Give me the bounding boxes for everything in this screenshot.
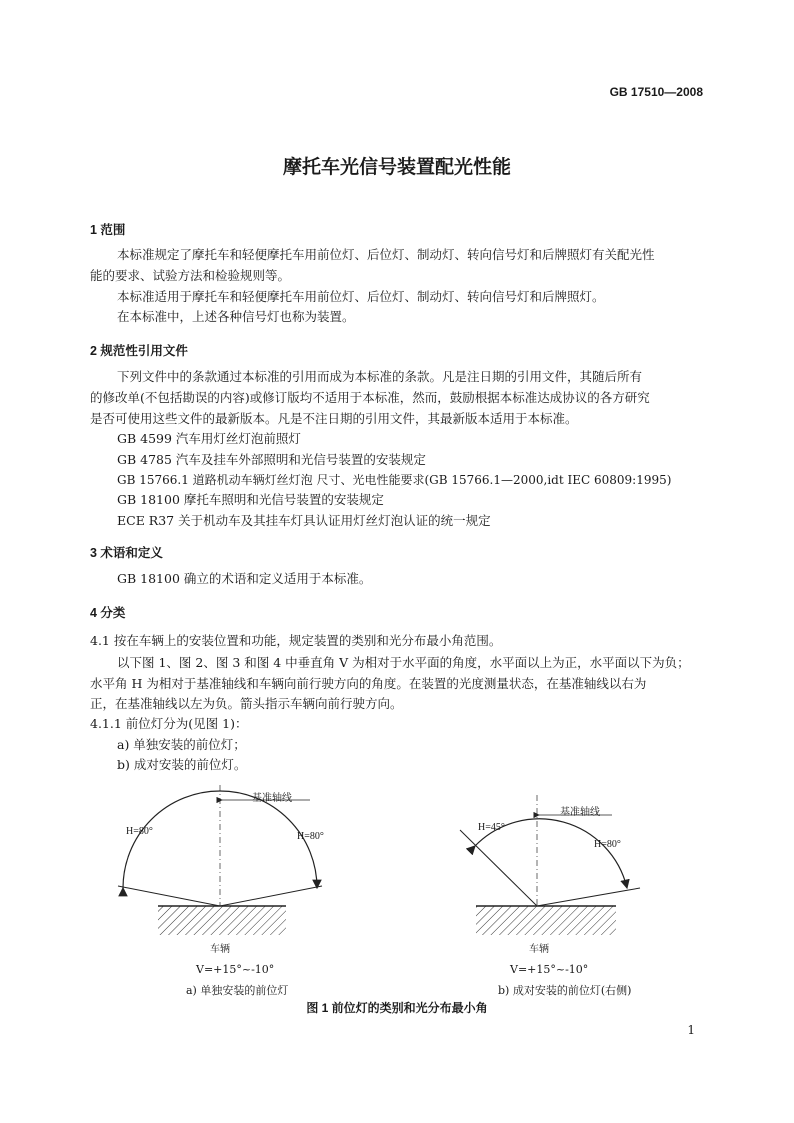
right-vehicle-label: 车辆 [529, 944, 549, 955]
reference-gb4785: GB 4785 汽车及挂车外部照明和光信号装置的安装规定 [117, 452, 426, 467]
page-number: 1 [687, 1023, 695, 1037]
right-v-range: V=+15°~-10° [510, 963, 589, 976]
document-title: 摩托车光信号装置配光性能 [282, 157, 511, 178]
clause-4-1-1: 4.1.1 前位灯分为(见图 1)： [90, 716, 248, 731]
section-2-para-line-3: 是否可使用这些文件的最新版本。凡是不注日期的引用文件，其最新版本适用于本标准。 [90, 411, 578, 426]
left-h-right-label: H=80° [297, 831, 324, 842]
section-2-para-line-2: 的修改单(不包括勘误的内容)或修订版均不适用于本标准，然而，鼓励根据本标准达成协议的各方研究 [90, 390, 650, 405]
right-subcaption: b) 成对安装的前位灯(右侧) [498, 984, 632, 997]
section-1-heading: 1 范围 [90, 223, 126, 237]
section-1-para-1-line-2: 能的要求、试验方法和检验规则等。 [90, 268, 291, 283]
section-2-heading: 2 规范性引用文件 [90, 344, 188, 358]
section-3-heading: 3 术语和定义 [90, 546, 163, 560]
right-diagram [460, 795, 640, 935]
left-axis-label: 基准轴线 [252, 793, 292, 804]
section-4-heading: 4 分类 [90, 606, 126, 620]
left-vehicle-label: 车辆 [210, 944, 230, 955]
right-axis-label: 基准轴线 [560, 807, 600, 818]
left-v-range: V=+15°~-10° [196, 963, 275, 976]
reference-gb15766: GB 15766.1 道路机动车辆灯丝灯泡 尺寸、光电性能要求(GB 15766.1—2000,idt IEC 60809:1995) [117, 473, 672, 487]
clause-4-1: 4.1 按在车辆上的安装位置和功能，规定装置的类别和光分布最小角范围。 [90, 633, 502, 648]
right-h-left-label: H=45° [478, 822, 505, 833]
figure-caption: 图 1 前位灯的类别和光分布最小角 [306, 1001, 488, 1015]
left-diagram [118, 785, 322, 935]
vehicle-block-left [158, 906, 286, 935]
clause-4-1-para-line-1: 以下图 1、图 2、图 3 和图 4 中垂直角 V 为相对于水平面的角度，水平面以上为正，水平面以下为负； [117, 655, 690, 670]
clause-4-1-para-line-2: 水平角 H 为相对于基准轴线和车辆向前行驶方向的角度。在装置的光度测量状态，在基准轴线以右为 [90, 676, 647, 691]
section-2-para-line-1: 下列文件中的条款通过本标准的引用而成为本标准的条款。凡是注日期的引用文件，其随后所有 [117, 369, 643, 384]
reference-ece-r37: ECE R37 关于机动车及其挂车灯具认证用灯丝灯泡认证的统一规定 [117, 513, 491, 528]
clause-4-1-para-line-3: 正，在基准轴线以左为负。箭头指示车辆向前行驶方向。 [90, 696, 403, 711]
section-3-para: GB 18100 确立的术语和定义适用于本标准。 [117, 571, 372, 586]
left-h-left-label: H=80° [126, 826, 153, 837]
section-1-para-3: 在本标准中，上述各种信号灯也称为装置。 [117, 309, 355, 324]
document-code: GB 17510—2008 [609, 85, 703, 99]
right-h-right-label: H=80° [594, 839, 621, 850]
vehicle-block-right [476, 906, 616, 935]
reference-gb18100: GB 18100 摩托车照明和光信号装置的安装规定 [117, 492, 384, 507]
left-subcaption: a) 单独安装的前位灯 [186, 984, 289, 997]
reference-gb4599: GB 4599 汽车用灯丝灯泡前照灯 [117, 431, 301, 446]
section-1-para-1-line-1: 本标准规定了摩托车和轻便摩托车用前位灯、后位灯、制动灯、转向信号灯和后牌照灯有关配光性 [117, 247, 655, 262]
list-item-a: a) 单独安装的前位灯； [117, 737, 246, 752]
list-item-b: b) 成对安装的前位灯。 [117, 757, 247, 772]
section-1-para-2: 本标准适用于摩托车和轻便摩托车用前位灯、后位灯、制动灯、转向信号灯和后牌照灯。 [117, 289, 605, 304]
